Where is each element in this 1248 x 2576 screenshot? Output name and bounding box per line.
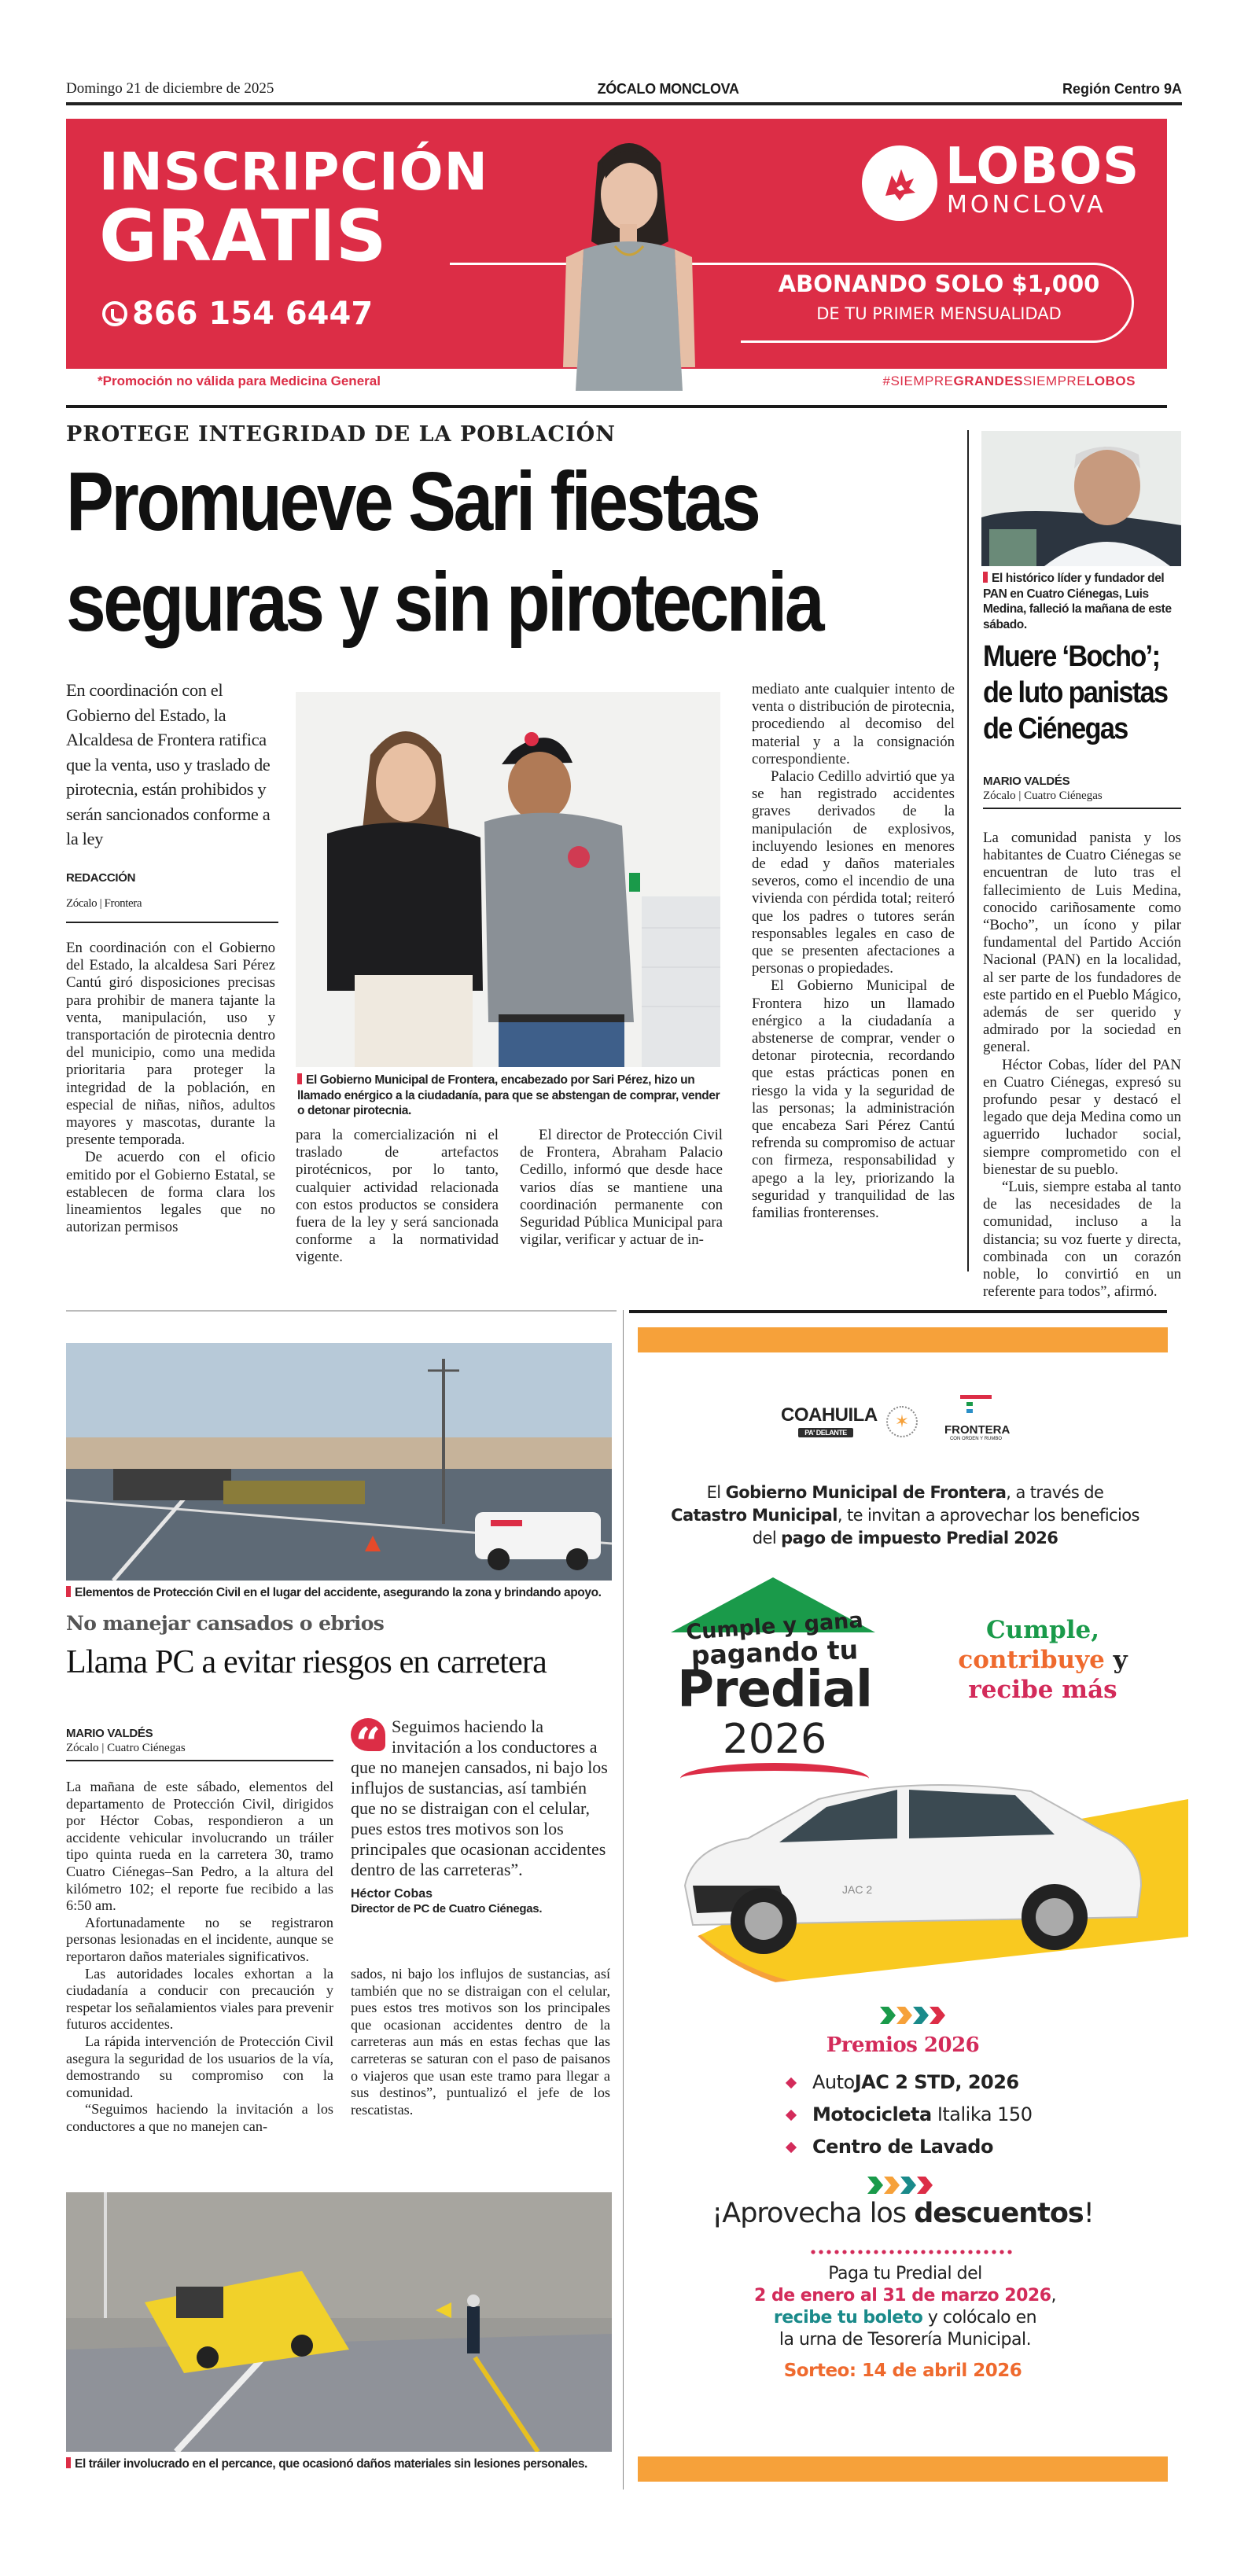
whatsapp-icon xyxy=(102,301,127,326)
main-body-col2 xyxy=(296,1127,499,1267)
main-body-col4 xyxy=(752,681,955,1222)
section-page: Región Centro 9A xyxy=(1062,80,1182,97)
coahuila-name: COAHUILA xyxy=(781,1404,878,1426)
payment-line xyxy=(669,2307,1141,2329)
ad-headline-line1: INSCRIPCIÓN xyxy=(99,142,488,202)
prize-item xyxy=(787,2099,1117,2131)
chevron-icon xyxy=(880,2007,896,2024)
payment-line: Paga tu Predial del xyxy=(828,2264,982,2283)
issue-date: Domingo 21 de diciembre de 2025 xyxy=(66,80,274,97)
road-body-col2 xyxy=(351,1966,610,2118)
chevron-icon xyxy=(913,2007,929,2024)
paragraph: Las autoridades locales exhortan a la ciudadanía a conducir con precaución y respetar los señalamientos viales para prevenir futuros accidentes. xyxy=(66,1965,333,2033)
caption-marker xyxy=(66,2457,71,2468)
dateline: Zócalo | Frontera xyxy=(66,897,142,910)
column-rule xyxy=(623,1310,624,2490)
caption-text: El histórico líder y fundador del PAN en Cuatro Ciénegas, Luis Medina, falleció la mañana de este sábado. xyxy=(983,572,1172,631)
paragraph: sados, ni bajo los influjos de sustancias, así también que no se distraigan con el celular, pues estos tres motivos son los principales que ocasionan accidentes dentro de la carreteras aun más en estas fechas que las carreteras se saturan con el paso de paisanos o viajeros que usan este tramo para llegar a sus destinos”, puntualizó el jefe de los rescatistas. xyxy=(351,1966,610,2118)
ad-model-photo xyxy=(543,131,716,391)
main-byline xyxy=(66,866,278,923)
ad-top-bar xyxy=(638,1327,1168,1352)
main-deck-text: En coordinación con el Gobierno del Estado, la Alcaldesa de Frontera ratifica que la venta, uso y traslado de pirotecnia, están prohibidos y serán sancionados conforme a la ley xyxy=(66,680,271,848)
ad-disclaimer: *Promoción no válida para Medicina General xyxy=(98,374,381,388)
ad-offer-sub: DE TU PRIMER MENSUALIDAD xyxy=(816,304,1062,323)
payment-dates: 2 de enero al 31 de marzo 2026 xyxy=(754,2286,1051,2306)
road-kicker: No manejar cansados o ebrios xyxy=(66,1612,385,1635)
callout-part: ¡Aprovecha los xyxy=(712,2198,915,2229)
paragraph: El Gobierno Municipal de Frontera hizo un llamado enérgico a la ciudadanía a abstenerse de comprar, vender o detonar pirotecnia, recordando que estas prácticas ponen en riesgo la vida y la seguridad de las personas; la administración que encabeza Sari Pérez Cantú refrenda su compromiso de actuar con firmeza, responsabilidad y apego a la ley, priorizando la seguridad y tranquilidad de las familias fronterenses. xyxy=(752,977,955,1222)
hashtag-part: LOBOS xyxy=(1086,374,1136,388)
prize-text: JAC 2 STD, 2026 xyxy=(854,2071,1019,2093)
byline-rule xyxy=(66,1760,333,1761)
caption-marker xyxy=(297,1073,302,1084)
quote-icon: “ xyxy=(351,1718,385,1751)
paragraph: mediato ante cualquier intento de venta o distribución de pirotecnia, procediendo al decomiso del material y a la consignación correspondiente. xyxy=(752,681,955,767)
chevron-icon xyxy=(867,2177,883,2194)
main-headline[interactable] xyxy=(66,451,837,653)
ad-hashtag xyxy=(883,374,1136,389)
paragraph: La rápida intervención de Protección Civil asegura la seguridad de los usuarios de la vía, demostrando su compromiso con la comunidad. xyxy=(66,2033,333,2100)
caption-text: El Gobierno Municipal de Frontera, encabezado por Sari Pérez, hizo un llamado enérgico a la ciudadanía, para que se abstengan de comprar, vender o detonar pirotecnia. xyxy=(297,1073,720,1117)
chevrons-icon xyxy=(880,2007,945,2024)
coahuila-tag: PA' DELANTE xyxy=(798,1428,853,1437)
prize-text: Centro de Lavado xyxy=(812,2136,993,2158)
car-badge: JAC 2 xyxy=(842,1883,873,1896)
hashtag-part: SIEMPRE xyxy=(1023,374,1087,388)
main-deck xyxy=(66,678,278,923)
caption-text: El tráiler involucrado en el percance, que ocasionó daños materiales sin lesiones personales. xyxy=(75,2457,587,2471)
caption-text: Elementos de Protección Civil en el lugar del accidente, asegurando la zona y brindando apoyo. xyxy=(75,1586,602,1599)
author-name: REDACCIÓN xyxy=(66,870,136,885)
main-headline-line2: seguras y sin pirotecnia xyxy=(66,556,823,649)
prize-item xyxy=(787,2131,1117,2163)
chevron-icon xyxy=(930,2007,945,2024)
wolf-logo xyxy=(862,145,937,221)
house-line: Predial xyxy=(677,1661,872,1719)
folio-header xyxy=(66,79,1182,99)
prize-list xyxy=(787,2066,1117,2163)
pull-quote-text: Seguimos haciendo la invitación a los conductores a que no manejen cansados, ni bajo los influjos de sustancias, así también que no se distraigan con el celular, pues estos tres motivos son los principales que ocasionan accidentes dentro de las carreteras”. xyxy=(351,1717,608,1879)
house-line: pagando tu xyxy=(690,1634,859,1671)
prize-item xyxy=(787,2066,1117,2099)
side-headline[interactable] xyxy=(983,638,1168,747)
column-rule xyxy=(967,430,969,1271)
paragraph: El director de Protección Civil de Frontera, Abraham Palacio Cedillo, informó que desde hace varios días se mantiene una coordinación permanente con Seguridad Pública Municipal para vigilar, verificar y actuar de in- xyxy=(520,1127,723,1249)
chevrons-icon xyxy=(867,2177,933,2194)
star-icon: ✶ xyxy=(886,1406,918,1437)
ad-brand-sub: MONCLOVA xyxy=(947,191,1106,219)
paragraph: Afortunadamente no se registraron personas lesionadas en el incidente, aunque se reportaron daños materiales significativos. xyxy=(66,1914,333,1964)
payment-line: la urna de Tesorería Municipal. xyxy=(779,2330,1032,2350)
slogan-part: y xyxy=(1104,1646,1128,1674)
raffle-date: Sorteo: 14 de abril 2026 xyxy=(783,2361,1022,2381)
road-photo-2[interactable] xyxy=(66,2192,612,2452)
car-image xyxy=(661,1752,1149,1964)
callout-part: descuentos xyxy=(914,2198,1084,2229)
ad-intro xyxy=(669,1481,1141,1550)
hashtag-part: GRANDES xyxy=(953,374,1024,388)
ad-phone xyxy=(102,296,373,332)
house-line: Cumple y gana xyxy=(685,1608,864,1645)
chevron-icon xyxy=(917,2177,933,2194)
author-name: MARIO VALDÉS xyxy=(983,775,1070,788)
road-photo-1-caption xyxy=(66,1585,612,1601)
payment-text: y colócalo en xyxy=(922,2308,1037,2328)
main-kicker: PROTEGE INTEGRIDAD DE LA POBLACIÓN xyxy=(66,422,616,447)
intro-part: pago de impuesto Predial 2026 xyxy=(781,1529,1058,1547)
ad-bottom-bar xyxy=(638,2456,1168,2482)
main-headline-line1: Promueve Sari fiestas xyxy=(66,455,759,548)
chevron-icon xyxy=(900,2177,916,2194)
slogan-part: contribuye xyxy=(958,1646,1105,1674)
quote-author: Héctor Cobas xyxy=(351,1887,433,1901)
ad-logos xyxy=(638,1395,1168,1458)
main-photo-caption xyxy=(297,1073,722,1119)
road-photo-1[interactable] xyxy=(66,1343,612,1581)
side-photo[interactable] xyxy=(981,431,1181,566)
pull-quote xyxy=(351,1717,610,1916)
frontera-name: FRONTERA xyxy=(944,1423,1011,1437)
paragraph: “Luis, siempre estaba al tanto de las necesidades de la comunidad, incluso a la distancia; su voz fuerte y directa, combinada con un corazón noble, lo convirtió en un referente para todos”, afirmó. xyxy=(983,1179,1181,1301)
paragraph: En coordinación con el Gobierno del Estado, la alcaldesa Sari Pérez Cantú giró disposiciones precisas para prohibir de manera tajante la venta, manipulación, uso y transportación de pirotecnia dentro del municipio, como una medida prioritaria para proteger la integridad de la población, en especial de niñas, niños, adultos mayores y mascotas, durante la presente temporada. xyxy=(66,940,275,1149)
ad-payment-info xyxy=(669,2263,1141,2351)
diamond-icon xyxy=(786,2077,797,2088)
chevron-icon xyxy=(884,2177,900,2194)
section-rule xyxy=(66,405,1167,408)
chevron-icon xyxy=(896,2007,912,2024)
ad-discount-callout xyxy=(638,2198,1168,2229)
section-rule xyxy=(629,1310,1167,1313)
road-headline[interactable]: Llama PC a evitar riesgos en carretera xyxy=(66,1644,547,1680)
prize-text: Motocicleta xyxy=(812,2103,932,2125)
road-photo-2-caption xyxy=(66,2456,617,2472)
dateline: Zócalo | Cuatro Ciénegas xyxy=(66,1742,186,1754)
road-body-col1 xyxy=(66,1779,333,2135)
diamond-icon xyxy=(786,2109,797,2120)
side-headline-line: de luto panistas xyxy=(983,676,1168,709)
side-body xyxy=(983,830,1181,1301)
side-byline xyxy=(983,775,1181,809)
ad-brand: LOBOS xyxy=(945,138,1140,196)
slogan-part: recibe más xyxy=(968,1676,1117,1704)
paragraph: La comunidad panista y los habitantes de Cuatro Ciénegas se encuentran de luto tras el fallecimiento de Luis Medina, conocido cariñosamente como “Bocho”, un ícono y pilar fundamental del Partido Acción Nacional (PAN) en la localidad, al ser parte de los fundadores de este partido en el Pueblo Mágico, además de ser querido y admirado por la sociedad en general. xyxy=(983,830,1181,1056)
side-photo-caption xyxy=(983,571,1181,632)
caption-marker xyxy=(983,572,988,583)
paragraph: “Seguimos haciendo la invitación a los conductores a que no manejen can- xyxy=(66,2101,333,2134)
dotted-divider xyxy=(809,2249,1014,2255)
caption-marker xyxy=(66,1586,71,1597)
main-body-col3 xyxy=(520,1127,723,1249)
paragraph: Palacio Cedillo advirtió que ya se han registrado accidentes graves derivados de la manipulación de explosivos, incluyendo lesiones en menores de edad y daños materiales severos, como el incendio de una vivienda con pérdida total; reiteró que los padres o tutores serán responsables legales en caso de que se presenten afectaciones a personas o propiedades. xyxy=(752,768,955,977)
road-byline xyxy=(66,1727,333,1761)
slogan-part: Cumple, xyxy=(986,1616,1099,1644)
newspaper-name: ZÓCALO MONCLOVA xyxy=(597,80,739,97)
section-rule xyxy=(66,1310,617,1312)
frontera-tag: CON ORDEN Y RUMBO xyxy=(949,1437,1003,1441)
author-name: MARIO VALDÉS xyxy=(66,1727,153,1740)
intro-part: Gobierno Municipal de Frontera xyxy=(725,1483,1007,1502)
house-line: 2026 xyxy=(722,1716,827,1763)
payment-line: 2 de enero al 31 de marzo 2026, xyxy=(754,2286,1056,2306)
prize-text: Auto xyxy=(812,2071,855,2093)
paragraph: La mañana de este sábado, elementos del departamento de Protección Civil, dirigidos por Héctor Cobas, respondieron a un accidente vehicular involucrando un tráiler tipo quinta rueda en la carretera 30, tramo Cuatro Ciénegas–San Pedro, a la altura del kilómetro 102; el reporte fue recibido a las 6:50 am. xyxy=(66,1779,333,1914)
payment-ticket: recibe tu boleto xyxy=(773,2308,923,2328)
ad-offer: ABONANDO SOLO $1,000 xyxy=(778,270,1100,297)
frontera-logo xyxy=(944,1395,1011,1441)
intro-part: El xyxy=(706,1483,726,1502)
main-body-col1 xyxy=(66,940,275,1236)
diamond-icon xyxy=(786,2141,797,2152)
predial-advertisement[interactable] xyxy=(638,1327,1168,2482)
side-headline-line: de Ciénegas xyxy=(983,712,1128,745)
frontera-f-icon xyxy=(960,1395,992,1423)
coahuila-logo xyxy=(781,1404,878,1437)
intro-part: , te invitan a aprovechar los beneficios del xyxy=(752,1506,1139,1547)
ad-phone-number: 866 154 6447 xyxy=(132,296,374,332)
paragraph: para la comercialización ni el traslado de artefactos pirotécnicos, por lo tanto, cualquier actividad relacionada con estos productos se considera fuera de la ley y será sancionada conforme a la normatividad vigente. xyxy=(296,1127,499,1266)
paragraph: De acuerdo con el oficio emitido por el Gobierno Estatal, se establecen de forma clara los lineamientos legales que no autorizan permisos xyxy=(66,1149,275,1236)
byline-rule xyxy=(983,808,1181,809)
intro-part: Catastro Municipal xyxy=(671,1506,838,1525)
ad-slogan xyxy=(952,1615,1133,1705)
quote-role: Director de PC de Cuatro Ciénegas. xyxy=(351,1902,543,1915)
hashtag-part: #SIEMPRE xyxy=(882,374,954,388)
paragraph: Héctor Cobas, líder del PAN en Cuatro Ciénegas, expresó su profundo pesar y destacó el legado que deja Medina como un aguerrido luchador social, siempre comprometido con el bienestar de su pueblo. xyxy=(983,1056,1181,1178)
ad-footer xyxy=(66,369,1167,396)
byline-rule xyxy=(66,922,278,923)
callout-part: ! xyxy=(1083,2198,1094,2229)
ad-headline-line2: GRATIS xyxy=(99,195,387,278)
main-photo[interactable] xyxy=(296,692,720,1067)
folio-rule xyxy=(66,102,1182,105)
intro-part: , a través de xyxy=(1006,1483,1104,1502)
wolf-icon xyxy=(878,161,922,205)
dateline: Zócalo | Cuatro Ciénegas xyxy=(983,789,1103,802)
prize-text: Italika 150 xyxy=(931,2103,1033,2125)
side-headline-line: Muere ‘Bocho’; xyxy=(983,640,1160,673)
prizes-title: Premios 2026 xyxy=(826,2033,980,2057)
